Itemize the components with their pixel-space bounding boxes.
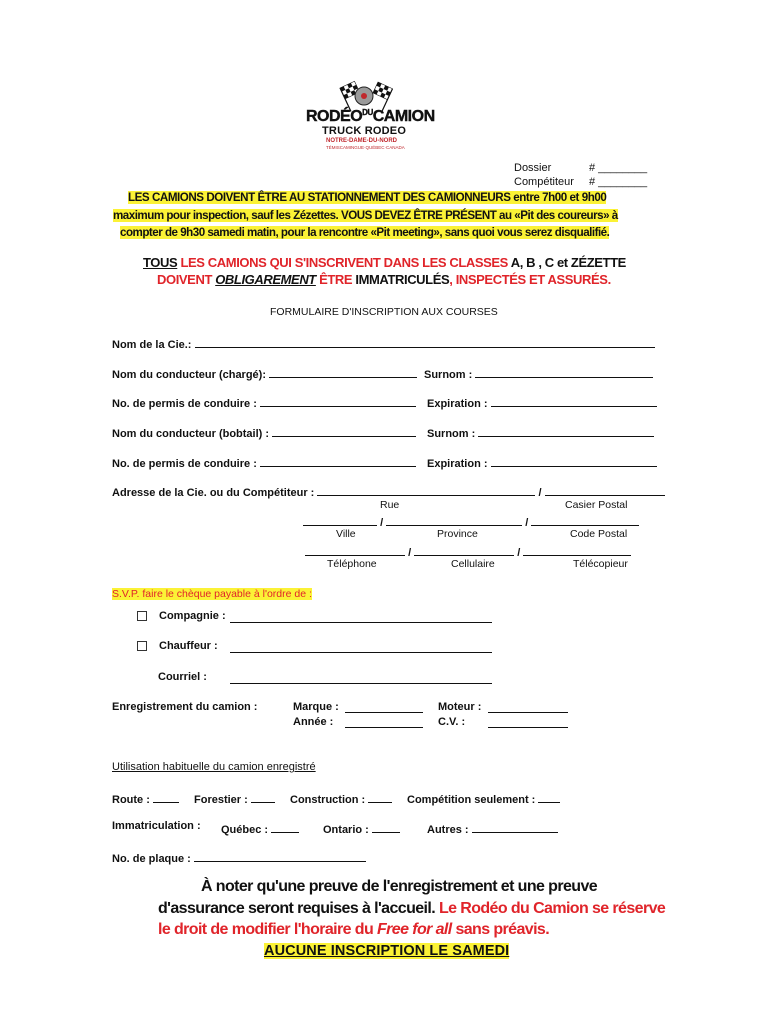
address-slash-4: /: [408, 547, 412, 559]
chauffeur-label: Chauffeur :: [159, 640, 218, 652]
caption-tel: Téléphone: [327, 558, 377, 570]
company-field-row: [112, 335, 655, 351]
footer-line-3: [158, 921, 549, 939]
notice-line-3: compter de 9h30 samedi matin, pour la rencontre «Pit meeting», sans quoi vous serez disqualifié.: [120, 226, 610, 239]
surname1-label: Surnom :: [424, 369, 476, 381]
expiration1-input[interactable]: [491, 394, 657, 407]
warning-etre: ÊTRE: [315, 272, 356, 287]
competition-row: [407, 790, 560, 806]
annee-label: Année :: [293, 716, 334, 728]
plaque-row: [112, 849, 366, 865]
address-slash-3: /: [525, 517, 529, 529]
logo-camion: CAMION: [372, 108, 435, 125]
phone-row: [305, 543, 631, 559]
autres-label: Autres :: [427, 824, 472, 836]
dossier-label: Dossier: [514, 162, 552, 174]
cv-input[interactable]: [488, 715, 568, 728]
street-input[interactable]: [317, 483, 535, 496]
expiration2-row: [427, 454, 657, 470]
expiration1-label: Expiration :: [427, 398, 491, 410]
address-slash-2: /: [380, 517, 384, 529]
chauffeur-input[interactable]: [230, 640, 492, 653]
route-row: [112, 790, 179, 806]
cell-input[interactable]: [414, 543, 514, 556]
caption-rue: Rue: [380, 499, 400, 511]
cv-label: C.V. :: [438, 716, 466, 728]
forestier-input[interactable]: [251, 790, 275, 803]
courriel-input[interactable]: [230, 671, 492, 684]
fax-input[interactable]: [523, 543, 631, 556]
warning-doivent: DOIVENT: [157, 272, 216, 287]
expiration1-row: [427, 394, 657, 410]
marque-label: Marque :: [293, 701, 339, 713]
address-slash-1: /: [538, 487, 542, 499]
quebec-label: Québec :: [221, 824, 272, 836]
chauffeur-checkbox[interactable]: [137, 641, 147, 651]
route-label: Route :: [112, 794, 153, 806]
ontario-input[interactable]: [372, 820, 400, 833]
logo-notre-dame: NOTRE-DAME-DU-NORD: [326, 138, 397, 144]
surname1-input[interactable]: [475, 365, 653, 378]
address-slash-5: /: [517, 547, 521, 559]
caption-code: Code Postal: [570, 528, 628, 540]
moteur-input[interactable]: [488, 700, 568, 713]
competition-input[interactable]: [538, 790, 560, 803]
form-title: FORMULAIRE D'INSCRIPTION AUX COURSES: [270, 306, 498, 318]
payable-compagnie-row: [137, 610, 226, 622]
province-input[interactable]: [386, 513, 522, 526]
annee-input[interactable]: [345, 715, 423, 728]
license2-row: [112, 454, 416, 470]
driver-loaded-input[interactable]: [269, 365, 417, 378]
warning-tous: TOUS: [143, 255, 178, 270]
caption-fax: Télécopieur: [573, 558, 628, 570]
footer-free-for-all: Free for all: [377, 921, 452, 938]
footer-line-1: À noter qu'une preuve de l'enregistrement et une preuve: [201, 878, 598, 895]
dossier-value[interactable]: # ________: [589, 162, 648, 174]
payable-chauffeur-row: [137, 640, 218, 652]
logo-rodeo: RODÉO: [306, 108, 363, 125]
competiteur-value[interactable]: # ________: [589, 176, 648, 188]
expiration2-label: Expiration :: [427, 458, 491, 470]
route-input[interactable]: [153, 790, 179, 803]
po-box-input[interactable]: [545, 483, 665, 496]
ontario-row: [323, 820, 400, 836]
license1-row: [112, 394, 416, 410]
surname2-row: [427, 424, 654, 440]
warning-line-1: [143, 255, 626, 270]
notice-line-1: LES CAMIONS DOIVENT ÊTRE AU STATIONNEMENT DES CAMIONNEURS entre 7h00 et 9h00: [128, 191, 607, 204]
logo-du: DU: [362, 108, 373, 117]
notice-line-2: maximum pour inspection, sauf les Zézettes. VOUS DEVEZ ÊTRE PRÉSENT au «Pit des coureurs» à: [113, 209, 618, 222]
address-row: [112, 483, 665, 499]
surname2-label: Surnom :: [427, 428, 479, 440]
driver-loaded-label: Nom du conducteur (chargé):: [112, 369, 270, 381]
city-input[interactable]: [303, 513, 377, 526]
caption-cell: Cellulaire: [451, 558, 495, 570]
quebec-input[interactable]: [271, 820, 299, 833]
compagnie-checkbox[interactable]: [137, 611, 147, 621]
driver-loaded-row: [112, 365, 417, 381]
surname2-input[interactable]: [478, 424, 654, 437]
logo: [300, 78, 435, 150]
ontario-label: Ontario :: [323, 824, 372, 836]
warning-classes: A, B , C et ZÉZETTE: [510, 255, 626, 270]
logo-truck-rodeo: TRUCK RODEO: [322, 125, 407, 137]
courriel-label: Courriel :: [158, 671, 207, 683]
moteur-label: Moteur :: [438, 701, 482, 713]
license2-input[interactable]: [260, 454, 416, 467]
caption-casier: Casier Postal: [565, 499, 628, 511]
warning-obligarement: OBLIGAREMENT: [215, 272, 316, 287]
license2-label: No. de permis de conduire :: [112, 458, 260, 470]
quebec-row: [221, 820, 299, 836]
company-label: Nom de la Cie.:: [112, 339, 195, 351]
caption-ville: Ville: [336, 528, 356, 540]
forestier-label: Forestier :: [194, 794, 251, 806]
immat-label: Immatriculation :: [112, 820, 201, 832]
autres-row: [427, 820, 558, 836]
logo-location: TÉMISCAMINGUE·QUÉBEC·CANADA: [326, 145, 405, 150]
company-input[interactable]: [195, 335, 655, 348]
autres-input[interactable]: [472, 820, 558, 833]
driver-bobtail-label: Nom du conducteur (bobtail) :: [112, 428, 273, 440]
city-row: [303, 513, 639, 529]
registration-label: Enregistrement du camion :: [112, 701, 258, 713]
expiration2-input[interactable]: [491, 454, 657, 467]
warning-immatricules: IMMATRICULÉS: [355, 272, 450, 287]
phone-input[interactable]: [305, 543, 405, 556]
caption-province: Province: [437, 528, 478, 540]
compagnie-label: Compagnie :: [159, 610, 226, 622]
footer-line-2a: d'assurance seront requises à l'accueil.: [158, 900, 439, 917]
license1-label: No. de permis de conduire :: [112, 398, 260, 410]
no-saturday-registration: AUCUNE INSCRIPTION LE SAMEDI: [264, 943, 510, 959]
competition-label: Compétition seulement :: [407, 794, 539, 806]
footer-line-2: [158, 900, 665, 918]
construction-label: Construction :: [290, 794, 369, 806]
warning-line-2: [157, 272, 611, 287]
construction-row: [290, 790, 392, 806]
warning-inspectes: , INSPECTÉS ET ASSURÉS.: [449, 272, 611, 287]
postal-code-input[interactable]: [531, 513, 639, 526]
license1-input[interactable]: [260, 394, 416, 407]
competiteur-label: Compétiteur: [514, 176, 574, 188]
cheque-instruction: S.V.P. faire le chèque payable à l'ordre de :: [112, 588, 312, 600]
construction-input[interactable]: [368, 790, 392, 803]
plaque-input[interactable]: [194, 849, 366, 862]
forestier-row: [194, 790, 275, 806]
address-label: Adresse de la Cie. ou du Compétiteur :: [112, 487, 318, 499]
footer-line-3c: sans préavis.: [451, 921, 550, 938]
footer-line-2b: Le Rodéo du Camion se réserve: [438, 900, 666, 917]
plaque-label: No. de plaque :: [112, 853, 194, 865]
driver-bobtail-row: [112, 424, 416, 440]
surname1-row: [424, 365, 653, 381]
compagnie-input[interactable]: [230, 610, 492, 623]
driver-bobtail-input[interactable]: [272, 424, 416, 437]
marque-input[interactable]: [345, 700, 423, 713]
usage-title: Utilisation habituelle du camion enregistré: [112, 761, 316, 773]
warning-text-1: LES CAMIONS QUI S'INSCRIVENT DANS LES CLASSES: [177, 255, 511, 270]
footer-line-3a: le droit de modifier l'horaire du: [158, 921, 377, 938]
